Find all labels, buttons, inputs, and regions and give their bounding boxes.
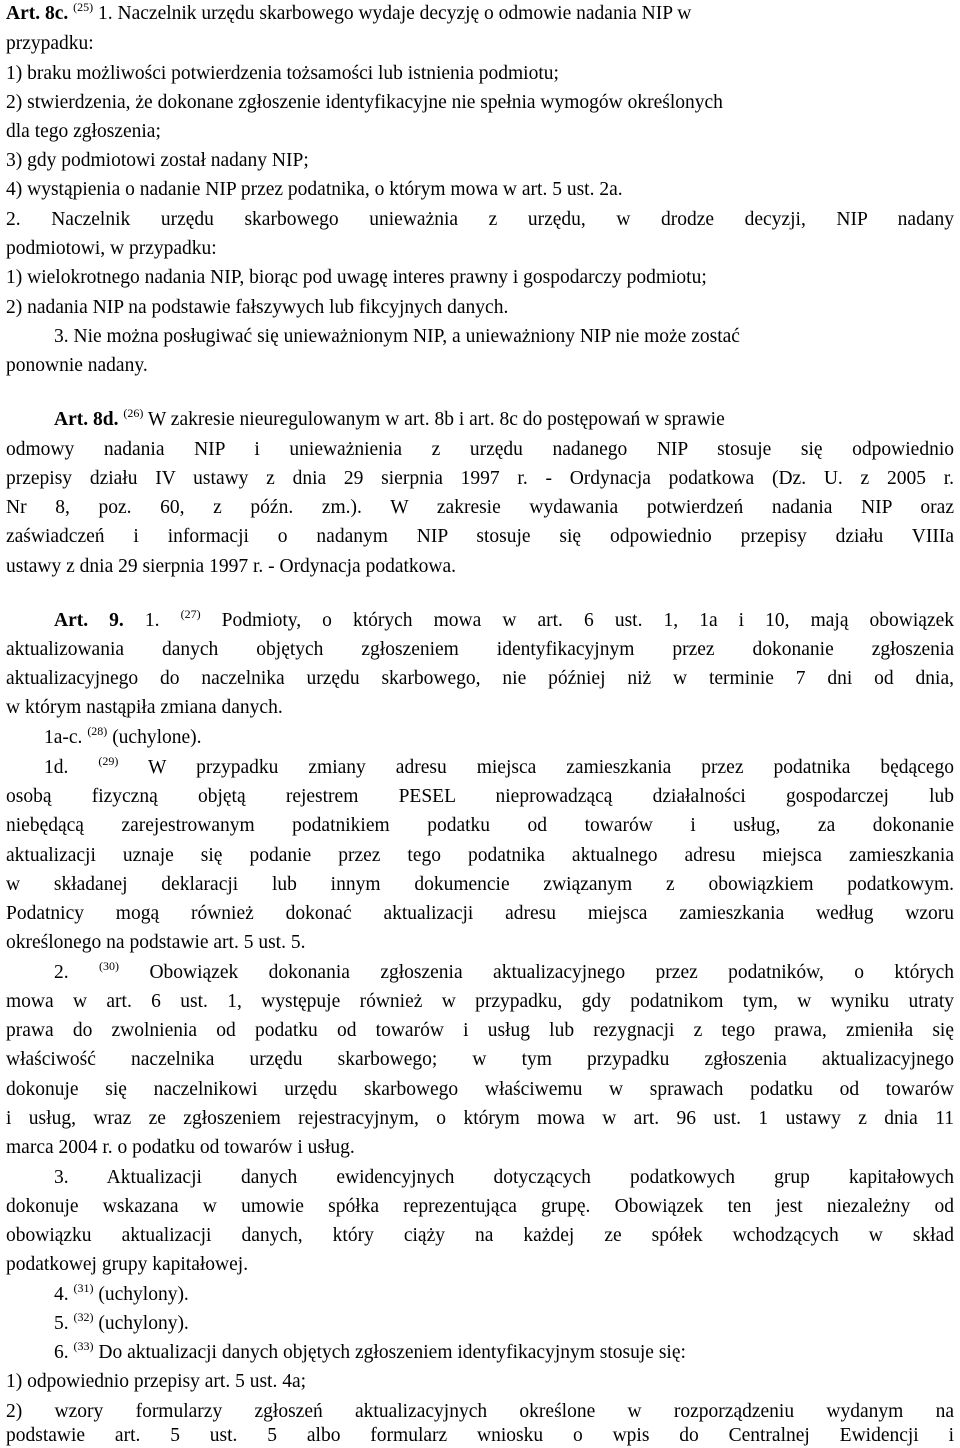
text-line: Nr 8, poz. 60, z późn. zm.). W zakresie wydawania potwierdzeń nadania NIP oraz <box>6 497 954 518</box>
paragraph-number: 1a-c. <box>44 727 83 748</box>
text-line: 1) wielokrotnego nadania NIP, biorąc pod uwagę interes prawny i gospodarczy podmiotu; <box>6 267 707 288</box>
text-line: i usług, wraz ze zgłoszeniem rejestracyjnym, o którym mowa w art. 96 ust. 1 ustawy z dnia 11 <box>6 1108 954 1129</box>
text-line: niebędącą zarejestrowanym podatnikiem podatku od towarów i usług, za dokonanie <box>6 815 954 836</box>
list-item: 2) wzory formularzy zgłoszeń aktualizacyjnych określone w rozporządzeniu wydanym na <box>6 1401 954 1422</box>
text-line: przepisy działu IV ustawy z dnia 29 sierpnia 1997 r. - Ordynacja podatkowa (Dz. U. z 2005 r. <box>6 468 954 489</box>
article-heading: Art. 8c. <box>6 3 69 24</box>
text: Do aktualizacji danych objętych zgłoszeniem identyfikacyjnym stosuje się: <box>98 1342 686 1363</box>
text-line: określonego na podstawie art. 5 ust. 5. <box>6 932 306 953</box>
text-line: aktualizowania danych objętych zgłoszeniem identyfikacyjnym przez dokonanie zgłoszenia <box>6 639 954 660</box>
text-line: w składanej deklaracji lub innym dokumencie związanym z obowiązkiem podatkowym. <box>6 874 954 895</box>
text-line: aktualizacji uznaje się podanie przez tego podatnika aktualnego adresu miejsca zamieszkania <box>6 845 954 866</box>
text-line: Podatnicy mogą również dokonać aktualizacji adresu miejsca zamieszkania według wzoru <box>6 903 954 924</box>
text-line: 2. Naczelnik urzędu skarbowego unieważnia z urzędu, w drodze decyzji, NIP nadany <box>6 209 954 230</box>
footnote-ref: (31) <box>73 1281 94 1295</box>
text-line: 4) wystąpienia o nadanie NIP przez podatnika, o którym mowa w art. 5 ust. 2a. <box>6 179 623 200</box>
art-9-p5 <box>54 1312 960 1337</box>
text-line: prawa do zwolnienia od podatku od towarów i usług lub rezygnacji z tego prawa, zmieniła się <box>6 1020 954 1041</box>
text-line: ponownie nadany. <box>6 355 148 376</box>
footnote-ref: (27) <box>180 607 201 621</box>
text-line: 3) gdy podmiotowi został nadany NIP; <box>6 150 309 171</box>
text-line: odmowy nadania NIP i unieważnienia z urzędu nadanego NIP stosuje się odpowiednio <box>6 439 954 460</box>
footnote-ref: (32) <box>73 1310 94 1324</box>
paragraph-number: 1. <box>144 610 160 631</box>
text-line: 2) stwierdzenia, że dokonane zgłoszenie identyfikacyjne nie spełnia wymogów określonych <box>6 92 723 113</box>
footnote-ref: (29) <box>98 754 119 768</box>
text-line: podatkowej grupy kapitałowej. <box>6 1254 249 1275</box>
text: (uchylony). <box>98 1284 189 1305</box>
paragraph-number: 2. <box>54 962 69 983</box>
text-line: 3. Nie można posługiwać się unieważnionym NIP, a unieważniony NIP nie może zostać <box>54 326 740 347</box>
text-line: 3. Aktualizacji danych ewidencyjnych dotyczących podatkowych grup kapitałowych <box>54 1167 954 1188</box>
text: (uchylone). <box>112 727 202 748</box>
text-line: marca 2004 r. o podatku od towarów i usług. <box>6 1137 355 1158</box>
text-line: osobą fizyczną objętą rejestrem PESEL nieprowadzącą działalności gospodarczej lub <box>6 786 954 807</box>
text-line: mowa w art. 6 ust. 1, występuje również w przypadku, gdy podatnikom tym, w wyniku utraty <box>6 991 954 1012</box>
text-line: aktualizacyjnego do naczelnika urzędu skarbowego, nie później niż w terminie 7 dni od dnia, <box>6 668 954 689</box>
text-line: podmiotowi, w przypadku: <box>6 238 217 259</box>
footnote-ref: (25) <box>73 0 94 14</box>
art-9-p1ac <box>44 726 960 751</box>
text-line: dokonuje wskazana w umowie spółka reprezentująca grupę. Obowiązek ten jest niezależny od <box>6 1196 954 1217</box>
paragraph-number: 6. <box>54 1342 69 1363</box>
text-line: przypadku: <box>6 33 94 54</box>
text-line: ustawy z dnia 29 sierpnia 1997 r. - Ordynacja podatkowa. <box>6 556 457 577</box>
art-9-p1d-line-1 <box>44 756 954 781</box>
text: Obowiązek dokonania zgłoszenia aktualizacyjnego przez podatników, o których <box>149 962 955 983</box>
paragraph-number: 1d. <box>44 757 69 778</box>
art-9-p4 <box>54 1283 960 1308</box>
art-8c-p1-line-1 <box>6 2 954 27</box>
art-9-line-1 <box>54 609 954 634</box>
text-line: w którym nastąpiła zmiana danych. <box>6 697 283 718</box>
text: 1. Naczelnik urzędu skarbowego wydaje decyzję o odmowie nadania NIP w <box>98 3 692 24</box>
text-line: obowiązku aktualizacji danych, który ciąży na każdej ze spółek wchodzących w skład <box>6 1225 954 1246</box>
footnote-ref: (33) <box>73 1339 94 1353</box>
text-line: zaświadczeń i informacji o nadanym NIP stosuje się odpowiednio przepisy działu VIIIa <box>6 526 954 547</box>
footnote-ref: (28) <box>87 724 108 738</box>
text-line: 2) nadania NIP na podstawie fałszywych lub fikcyjnych danych. <box>6 297 509 318</box>
text: W zakresie nieuregulowanym w art. 8b i art. 8c do postępowań w sprawie <box>147 409 725 430</box>
text: W przypadku zmiany adresu miejsca zamieszkania przez podatnika będącego <box>148 757 955 778</box>
text-line: dla tego zgłoszenia; <box>6 121 161 142</box>
paragraph-number: 5. <box>54 1313 69 1334</box>
article-heading: Art. 9. <box>54 610 124 631</box>
art-8d-line-1 <box>54 408 954 433</box>
art-9-p6 <box>54 1341 960 1366</box>
text-line: dokonuje się naczelnikowi urzędu skarbowego właściwemu w sprawach podatku od towarów <box>6 1079 954 1100</box>
text-line: właściwość naczelnika urzędu skarbowego; w tym przypadku zgłoszenia aktualizacyjnego <box>6 1049 954 1070</box>
list-item: 1) odpowiednio przepisy art. 5 ust. 4a; <box>6 1371 307 1392</box>
footnote-ref: (26) <box>123 406 144 420</box>
list-item: podstawie art. 5 ust. 5 albo formularz wniosku o wpis do Centralnej Ewidencji i <box>6 1425 954 1446</box>
paragraph-number: 4. <box>54 1284 69 1305</box>
art-9-p2-line-1 <box>54 961 954 986</box>
text: Podmioty, o których mowa w art. 6 ust. 1, 1a i 10, mają obowiązek <box>221 610 955 631</box>
footnote-ref: (30) <box>99 959 120 973</box>
text: (uchylony). <box>98 1313 189 1334</box>
text-line: 1) braku możliwości potwierdzenia tożsamości lub istnienia podmiotu; <box>6 63 559 84</box>
article-heading: Art. 8d. <box>54 409 119 430</box>
